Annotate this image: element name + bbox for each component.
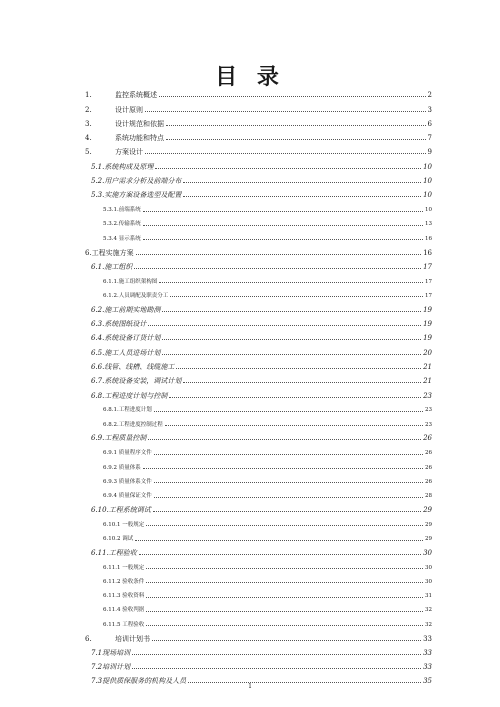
toc-entry-label: 6.11.2 验收条件 [103,578,145,585]
toc-dot-leader [155,168,421,169]
toc-dot-leader [146,568,423,569]
toc-entry[interactable] [85,228,432,242]
toc-entry-label: 6.10.1 一般规定 [103,521,145,528]
toc-entry-label: 6.9.4 质量保证文件 [103,493,152,500]
toc-entry-page: 23 [425,421,432,428]
toc-entry-page: 21 [423,377,432,386]
toc-entry-number: 5. [85,148,92,157]
toc-entry-page: 32 [425,607,432,614]
toc-dot-leader [162,311,421,312]
toc-entry[interactable] [85,557,432,571]
toc-entry-page: 17 [425,292,432,299]
toc-entry-label: 6.5.施工人员进场计划 [91,348,161,357]
toc-entry-label: 6.1.施工组织 [91,262,133,271]
toc-entry-label: 方案设计 [115,148,143,157]
toc-entry-page: 13 [425,221,432,228]
toc-dot-leader [132,654,421,655]
toc-entry-page: 20 [423,348,432,357]
toc-entry[interactable] [85,328,432,342]
toc-entry-label: 6.1.1.施工组织架构图 [103,278,158,285]
toc-entry[interactable] [85,99,432,113]
toc-dot-leader [145,153,426,154]
toc-entry[interactable] [85,357,432,371]
toc-dot-leader [165,425,423,426]
toc-entry-page: 29 [425,536,432,542]
toc-entry[interactable] [85,299,432,313]
toc-entry[interactable] [85,185,432,199]
toc-entry[interactable] [85,442,432,456]
toc-entry-label: 6.11.3 验收资料 [103,593,145,600]
toc-entry-page: 16 [425,235,432,242]
toc-entry-page: 3 [427,105,432,114]
toc-entry-label: 6.9.工程质量控制 [91,434,147,443]
toc-entry-label: 监控系统概述 [115,91,157,100]
toc-dot-leader [143,211,423,212]
toc-dot-leader [143,225,423,226]
toc-entry-label: 6.8.1.工程进度计划 [103,407,152,414]
toc-dot-leader [183,382,421,383]
toc-entry[interactable] [85,657,432,671]
toc-entry-page: 17 [423,262,432,271]
toc-entry-page: 26 [423,434,432,443]
toc-entry-page: 33 [423,648,432,657]
toc-entry-label: 7.3提供质保服务的机构及人员 [91,677,187,686]
toc-dot-leader [148,325,421,326]
toc-entry-page: 32 [425,621,432,628]
toc-entry-label: 6.3.系统图纸设计 [91,320,147,329]
toc-entry-label: 7.2培训计划 [91,663,131,672]
toc-dot-leader [154,497,423,498]
toc-dot-leader [159,96,426,97]
toc-dot-leader [183,182,421,183]
toc-entry[interactable] [85,171,432,185]
toc-entry[interactable] [85,457,432,471]
toc-entry[interactable] [85,414,432,428]
toc-entry-page: 31 [425,593,432,600]
toc-entry-page: 23 [425,407,432,414]
toc-entry-label: 系统功能和特点 [115,134,164,143]
toc-entry[interactable] [85,571,432,585]
toc-entry[interactable] [85,199,432,213]
toc-entry-label: 6.8.2.工程进度控制过程 [103,421,163,428]
toc-dot-leader [136,254,421,255]
toc-entry-number: 1. [85,91,92,100]
toc-dot-leader [152,640,421,641]
toc-entry-page: 30 [425,564,432,571]
toc-entry-page: 19 [423,320,432,329]
toc-entry-label: 5.3.4 显示系统 [103,235,141,242]
toc-entry[interactable] [85,142,432,156]
toc-entry-label: 5.2.用户需求分析及前端分布 [91,177,182,186]
toc-entry[interactable] [85,114,432,128]
toc-dot-leader [143,468,423,469]
toc-entry-label: 6.1.2.人员调配及职责分工 [103,292,169,299]
toc-entry-number: 3. [85,119,92,128]
toc-entry[interactable] [85,128,432,142]
toc-entry-label: 设计原则 [115,105,143,114]
toc-dot-leader [176,368,421,369]
toc-dot-leader [139,554,421,555]
toc-entry-number: 2. [85,105,92,114]
toc-entry-page: 9 [427,148,432,157]
toc-dot-leader [153,511,421,512]
toc-entry-label: 6.11.4 验收判据 [103,607,145,614]
toc-entry-page: 29 [425,521,432,528]
toc-entry-label: 6.工程实施方案 [85,248,134,257]
toc-entry-label: 6.11.1 一般规定 [103,564,145,571]
toc-entry-page: 33 [423,634,432,643]
toc-entry-label: 6.6.线管、线槽、线缆施工 [91,362,175,371]
toc-entry-label: 6.4.系统设备订货计划 [91,334,161,343]
toc-entry[interactable] [85,500,432,514]
toc-dot-leader [135,540,423,541]
toc-entry-page: 2 [427,91,432,100]
page-title: 目 录 [215,65,285,90]
toc-entry[interactable] [85,471,432,485]
toc-dot-leader [166,125,426,126]
toc-entry-label: 6.2.施工前期实地勘测 [91,305,161,314]
toc-dot-leader [134,268,421,269]
toc-entry-page: 10 [423,162,432,171]
toc-entry-label: 5.1.系统构成及原理 [91,162,154,171]
page-number: 1 [248,683,252,690]
toc-dot-leader [132,668,421,669]
toc-entry-label: 6.8.工程进度计划与控制 [91,391,168,400]
toc-entry-page: 10 [425,207,432,214]
toc-entry-label: 6.7.系统设备安装，调试计划 [91,377,182,386]
toc-entry-page: 17 [425,278,432,285]
toc-entry-page: 10 [423,191,432,200]
toc-entry[interactable] [85,271,432,285]
toc-entry[interactable] [85,285,432,299]
toc-dot-leader [154,411,423,412]
toc-entry-page: 33 [423,663,432,672]
toc-dot-leader [146,597,423,598]
toc-entry[interactable] [85,314,432,328]
toc-entry[interactable] [85,585,432,599]
toc-entry-page: 28 [425,493,432,500]
toc-entry[interactable] [85,342,432,356]
toc-entry-label: 5.3.实施方案设备选型及配置 [91,191,182,200]
toc-entry-page: 7 [427,134,432,143]
toc-dot-leader [162,354,421,355]
toc-entry-page: 21 [423,362,432,371]
toc-entry-number: 4. [85,134,92,143]
toc-dot-leader [183,196,421,197]
toc-entry[interactable] [85,428,432,442]
toc-dot-leader [148,439,421,440]
toc-entry-page: 19 [423,305,432,314]
toc-dot-leader [159,282,423,283]
toc-dot-leader [162,339,421,340]
toc-entry[interactable] [85,514,432,528]
toc-entry-page: 26 [425,464,432,471]
toc-dot-leader [146,525,423,526]
toc-entry-page: 29 [423,505,432,514]
toc-entry-label: 6.9.2 质量体系 [103,464,141,471]
toc-dot-leader [169,397,421,398]
toc-entry-page: 30 [425,578,432,585]
toc-entry[interactable] [85,643,432,657]
toc-entry[interactable] [85,385,432,399]
toc-dot-leader [166,139,426,140]
toc-entry-label: 6.9.3 质量体系文件 [103,478,152,485]
toc-entry[interactable] [85,85,432,99]
toc-entry-label: 5.3.1.前端系统 [103,207,141,214]
toc-dot-leader [154,482,423,483]
toc-dot-leader [154,454,423,455]
toc-entry-label: 培训计划书 [115,634,150,643]
toc-entry-label: 设计规范和依据 [115,119,164,128]
toc-dot-leader [145,111,426,112]
toc-entry[interactable] [85,156,432,170]
toc-dot-leader [170,296,423,297]
toc-dot-leader [146,611,423,612]
toc-entry-page: 26 [425,450,432,457]
toc-entry[interactable] [85,242,432,256]
toc-entry[interactable] [85,400,432,414]
toc-entry-page: 23 [423,391,432,400]
toc-entry-page: 19 [423,334,432,343]
toc-entry[interactable] [85,257,432,271]
table-of-contents [85,85,432,685]
toc-entry[interactable] [85,614,432,628]
toc-entry[interactable] [85,543,432,557]
toc-entry-label: 6.10.2 调试 [103,536,134,542]
toc-entry-page: 35 [423,677,432,686]
toc-entry[interactable] [85,485,432,499]
toc-dot-leader [146,582,423,583]
toc-entry[interactable] [85,528,432,542]
toc-entry-page: 30 [423,548,432,557]
toc-dot-leader [146,625,423,626]
toc-entry-page: 6 [427,119,432,128]
toc-entry[interactable] [85,214,432,228]
toc-entry-page: 16 [423,248,432,257]
toc-entry-page: 10 [423,177,432,186]
toc-entry-label: 6.11.工程验收 [91,548,137,557]
toc-entry-label: 7.1现场培训 [91,648,131,657]
toc-entry-label: 6.9.1 质量程序文件 [103,450,152,457]
toc-entry[interactable] [85,600,432,614]
toc-entry[interactable] [85,628,432,642]
toc-entry-label: 6.11.5 工程验收 [103,621,145,628]
toc-entry-label: 6.10.工程系统调试 [91,505,151,514]
toc-entry-number: 6. [85,634,92,643]
toc-dot-leader [143,239,423,240]
toc-entry[interactable] [85,371,432,385]
toc-entry-page: 26 [425,478,432,485]
toc-entry-label: 5.3.2.传输系统 [103,221,141,228]
